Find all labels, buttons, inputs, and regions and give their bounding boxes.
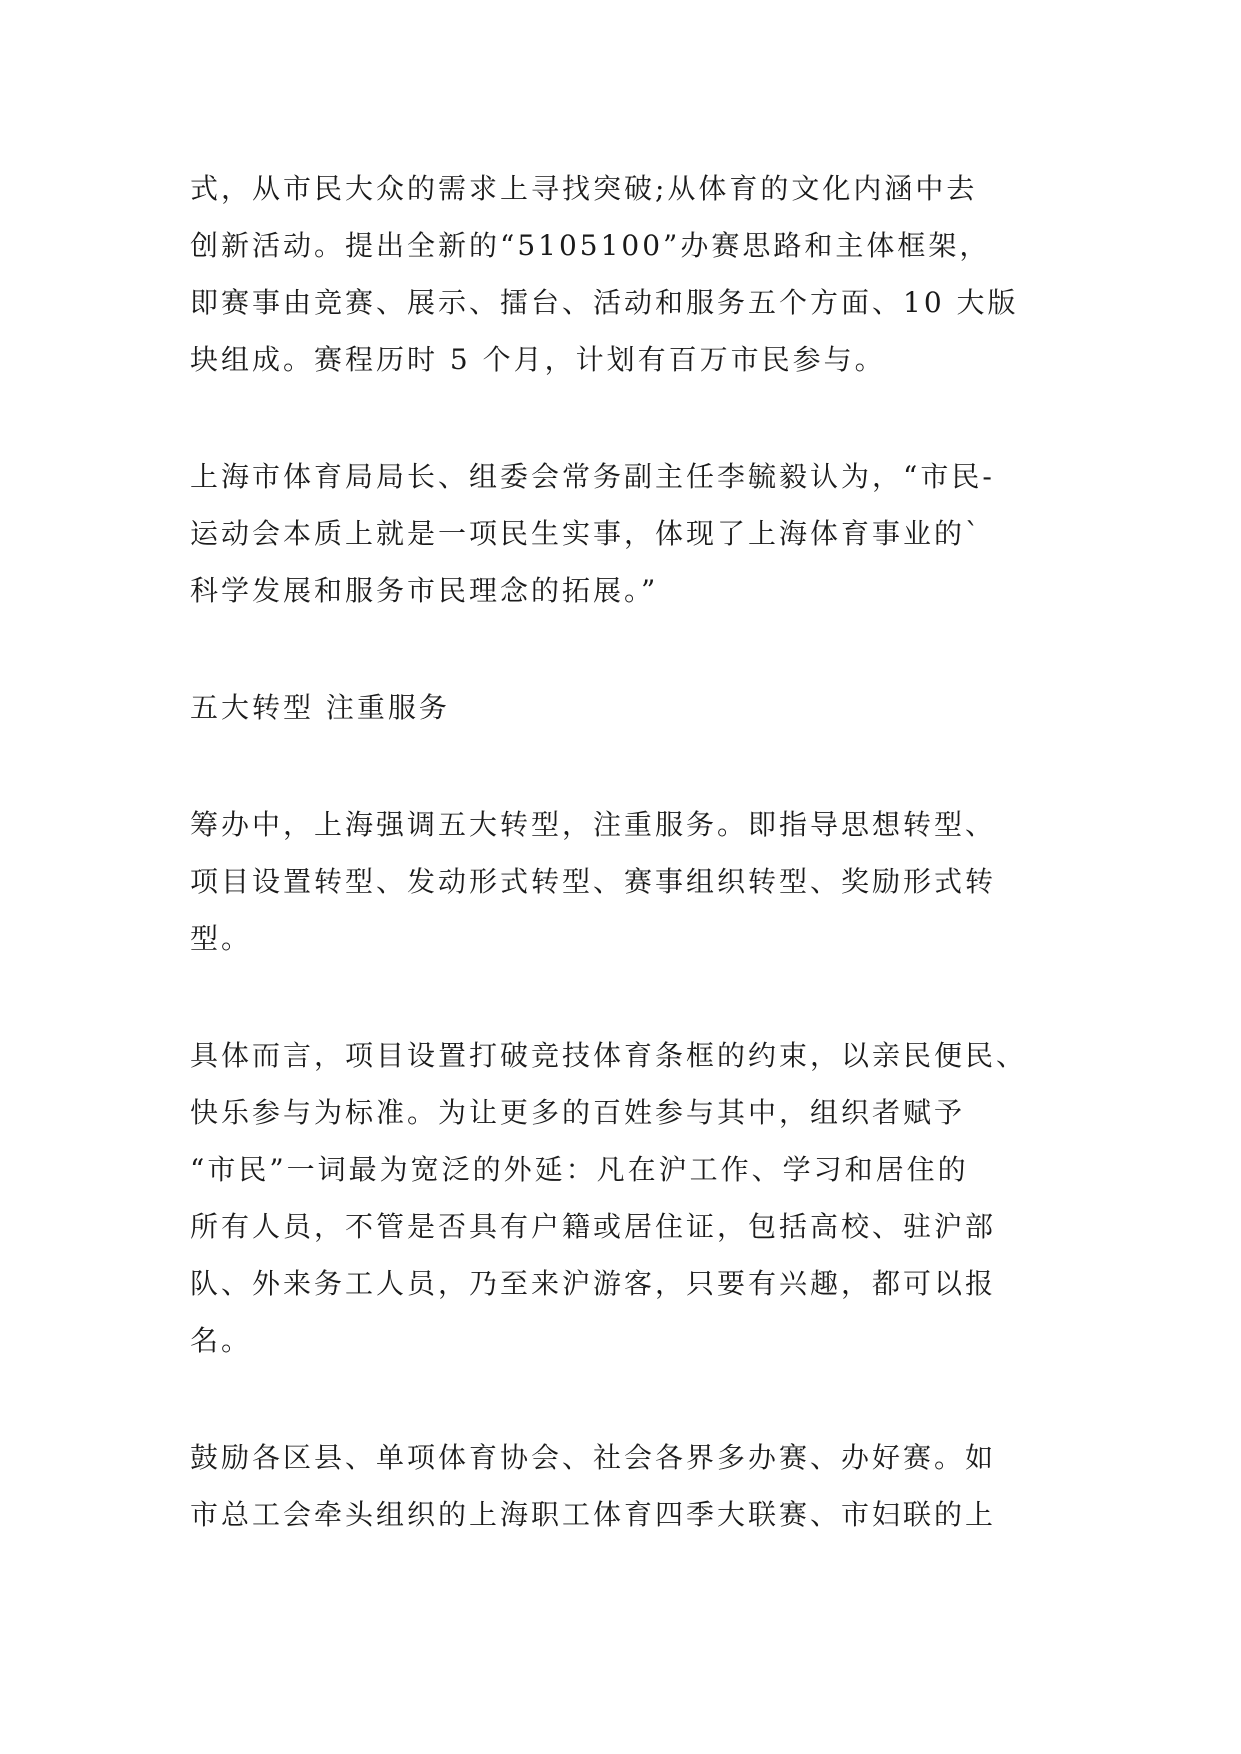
paragraph-activity-innovation	[190, 160, 1070, 388]
text-line: 项目设置转型、发动形式转型、赛事组织转型、奖励形式转	[190, 865, 997, 898]
text-line: 上海市体育局局长、组委会常务副主任李毓毅认为，“市民-	[190, 460, 995, 493]
text-line: 即赛事由竞赛、展示、擂台、活动和服务五个方面、10 大版	[190, 286, 1019, 319]
text-line: 鼓励各区县、单项体育协会、社会各界多办赛、办好赛。如	[190, 1441, 997, 1474]
text-line: 式，从市民大众的需求上寻找突破;从体育的文化内涵中去	[190, 172, 978, 205]
text-line: 名。	[190, 1324, 253, 1357]
paragraph-five-transformations	[190, 796, 1070, 967]
section-heading: 五大转型 注重服务	[190, 691, 450, 724]
text-line: 所有人员，不管是否具有户籍或居住证，包括高校、驻沪部	[190, 1210, 997, 1243]
paragraph-encourage-events	[190, 1429, 1070, 1543]
section-heading-five-transformations	[190, 679, 1070, 736]
text-line: 筹办中，上海强调五大转型，注重服务。即指导思想转型、	[190, 808, 997, 841]
text-line: 队、外来务工人员，乃至来沪游客，只要有兴趣，都可以报	[190, 1267, 997, 1300]
document-body	[190, 160, 1070, 1603]
text-line: 科学发展和服务市民理念的拓展。”	[190, 574, 659, 607]
text-line: “市民”一词最为宽泛的外延：凡在沪工作、学习和居住的	[190, 1153, 969, 1186]
paragraph-project-settings	[190, 1027, 1070, 1369]
text-line: 块组成。赛程历时 5 个月，计划有百万市民参与。	[190, 343, 886, 376]
paragraph-director-quote	[190, 448, 1070, 619]
text-line: 运动会本质上就是一项民生实事，体现了上海体育事业的`	[190, 517, 983, 550]
text-line: 创新活动。提出全新的“5105100”办赛思路和主体框架，	[190, 229, 991, 262]
text-line: 具体而言，项目设置打破竞技体育条框的约束，以亲民便民、	[190, 1039, 1028, 1072]
text-line: 市总工会牵头组织的上海职工体育四季大联赛、市妇联的上	[190, 1498, 997, 1531]
text-line: 型。	[190, 922, 253, 955]
text-line: 快乐参与为标准。为让更多的百姓参与其中，组织者赋予	[190, 1096, 966, 1129]
